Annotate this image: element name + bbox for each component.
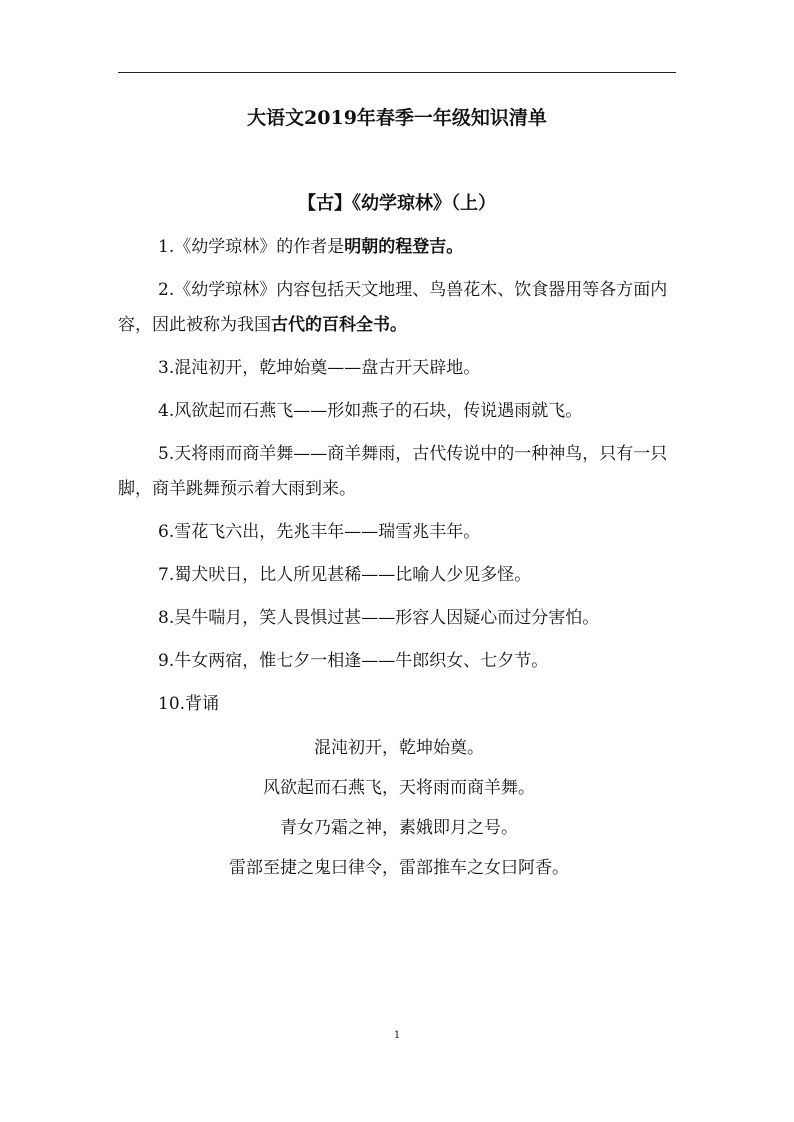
- page-number: 1: [393, 1030, 401, 1041]
- item-text: 8.吴牛喘月，笑人畏惧过甚——形容人因疑心而过分害怕。: [158, 608, 600, 628]
- recitation-line: 混沌初开，乾坤始奠。: [314, 738, 484, 758]
- item-emphasis: 明朝的程登吉。: [344, 237, 464, 257]
- item-text: 3.混沌初开，乾坤始奠——盘古开天辟地。: [158, 358, 481, 378]
- item-text: 1.《幼学琼林》的作者是: [158, 237, 345, 257]
- item-text: 4.风欲起而石燕飞——形如燕子的石块，传说遇雨就飞。: [158, 401, 583, 421]
- section-heading: 【古】《幼学琼林》（上）: [298, 193, 496, 214]
- list-item: [118, 351, 680, 386]
- item-text: 5.天将雨而商羊舞——商羊舞雨，古代传说中的一种神鸟，只有一只脚，商羊跳舞预示着大雨到来。: [118, 444, 668, 499]
- list-item: [118, 601, 680, 636]
- item-emphasis: 古代的百科全书。: [271, 315, 407, 335]
- recitation-line: 风欲起而石燕飞，天将雨而商羊舞。: [263, 778, 535, 798]
- list-item: [118, 394, 680, 429]
- item-text: 9.牛女两宿，惟七夕一相逢——牛郎织女、七夕节。: [158, 651, 549, 671]
- list-item: [118, 558, 680, 593]
- list-item: [118, 515, 680, 550]
- item-text: 7.蜀犬吠日，比人所见甚稀——比喻人少见多怪。: [158, 565, 532, 585]
- list-item: [118, 230, 680, 265]
- item-text: 2.《幼学琼林》内容包括天文地理、鸟兽花木、饮食器用等各方面内容，因此被称为我国: [118, 280, 668, 335]
- list-item: [118, 644, 680, 679]
- recitation-block: [118, 728, 680, 888]
- header-rule: [118, 72, 676, 73]
- item-text: 6.雪花飞六出，先兆丰年——瑞雪兆丰年。: [158, 522, 481, 542]
- knowledge-list: [118, 230, 680, 730]
- recitation-line: 雷部至捷之鬼曰律令，雷部推车之女曰阿香。: [229, 858, 569, 878]
- list-item: [118, 437, 680, 507]
- list-item: [118, 273, 680, 343]
- document-title: 大语文2019年春季一年级知识清单: [247, 107, 547, 129]
- item-text: 10.背诵: [158, 694, 220, 714]
- list-item: [118, 687, 680, 722]
- recitation-line: 青女乃霜之神，素娥即月之号。: [280, 818, 518, 838]
